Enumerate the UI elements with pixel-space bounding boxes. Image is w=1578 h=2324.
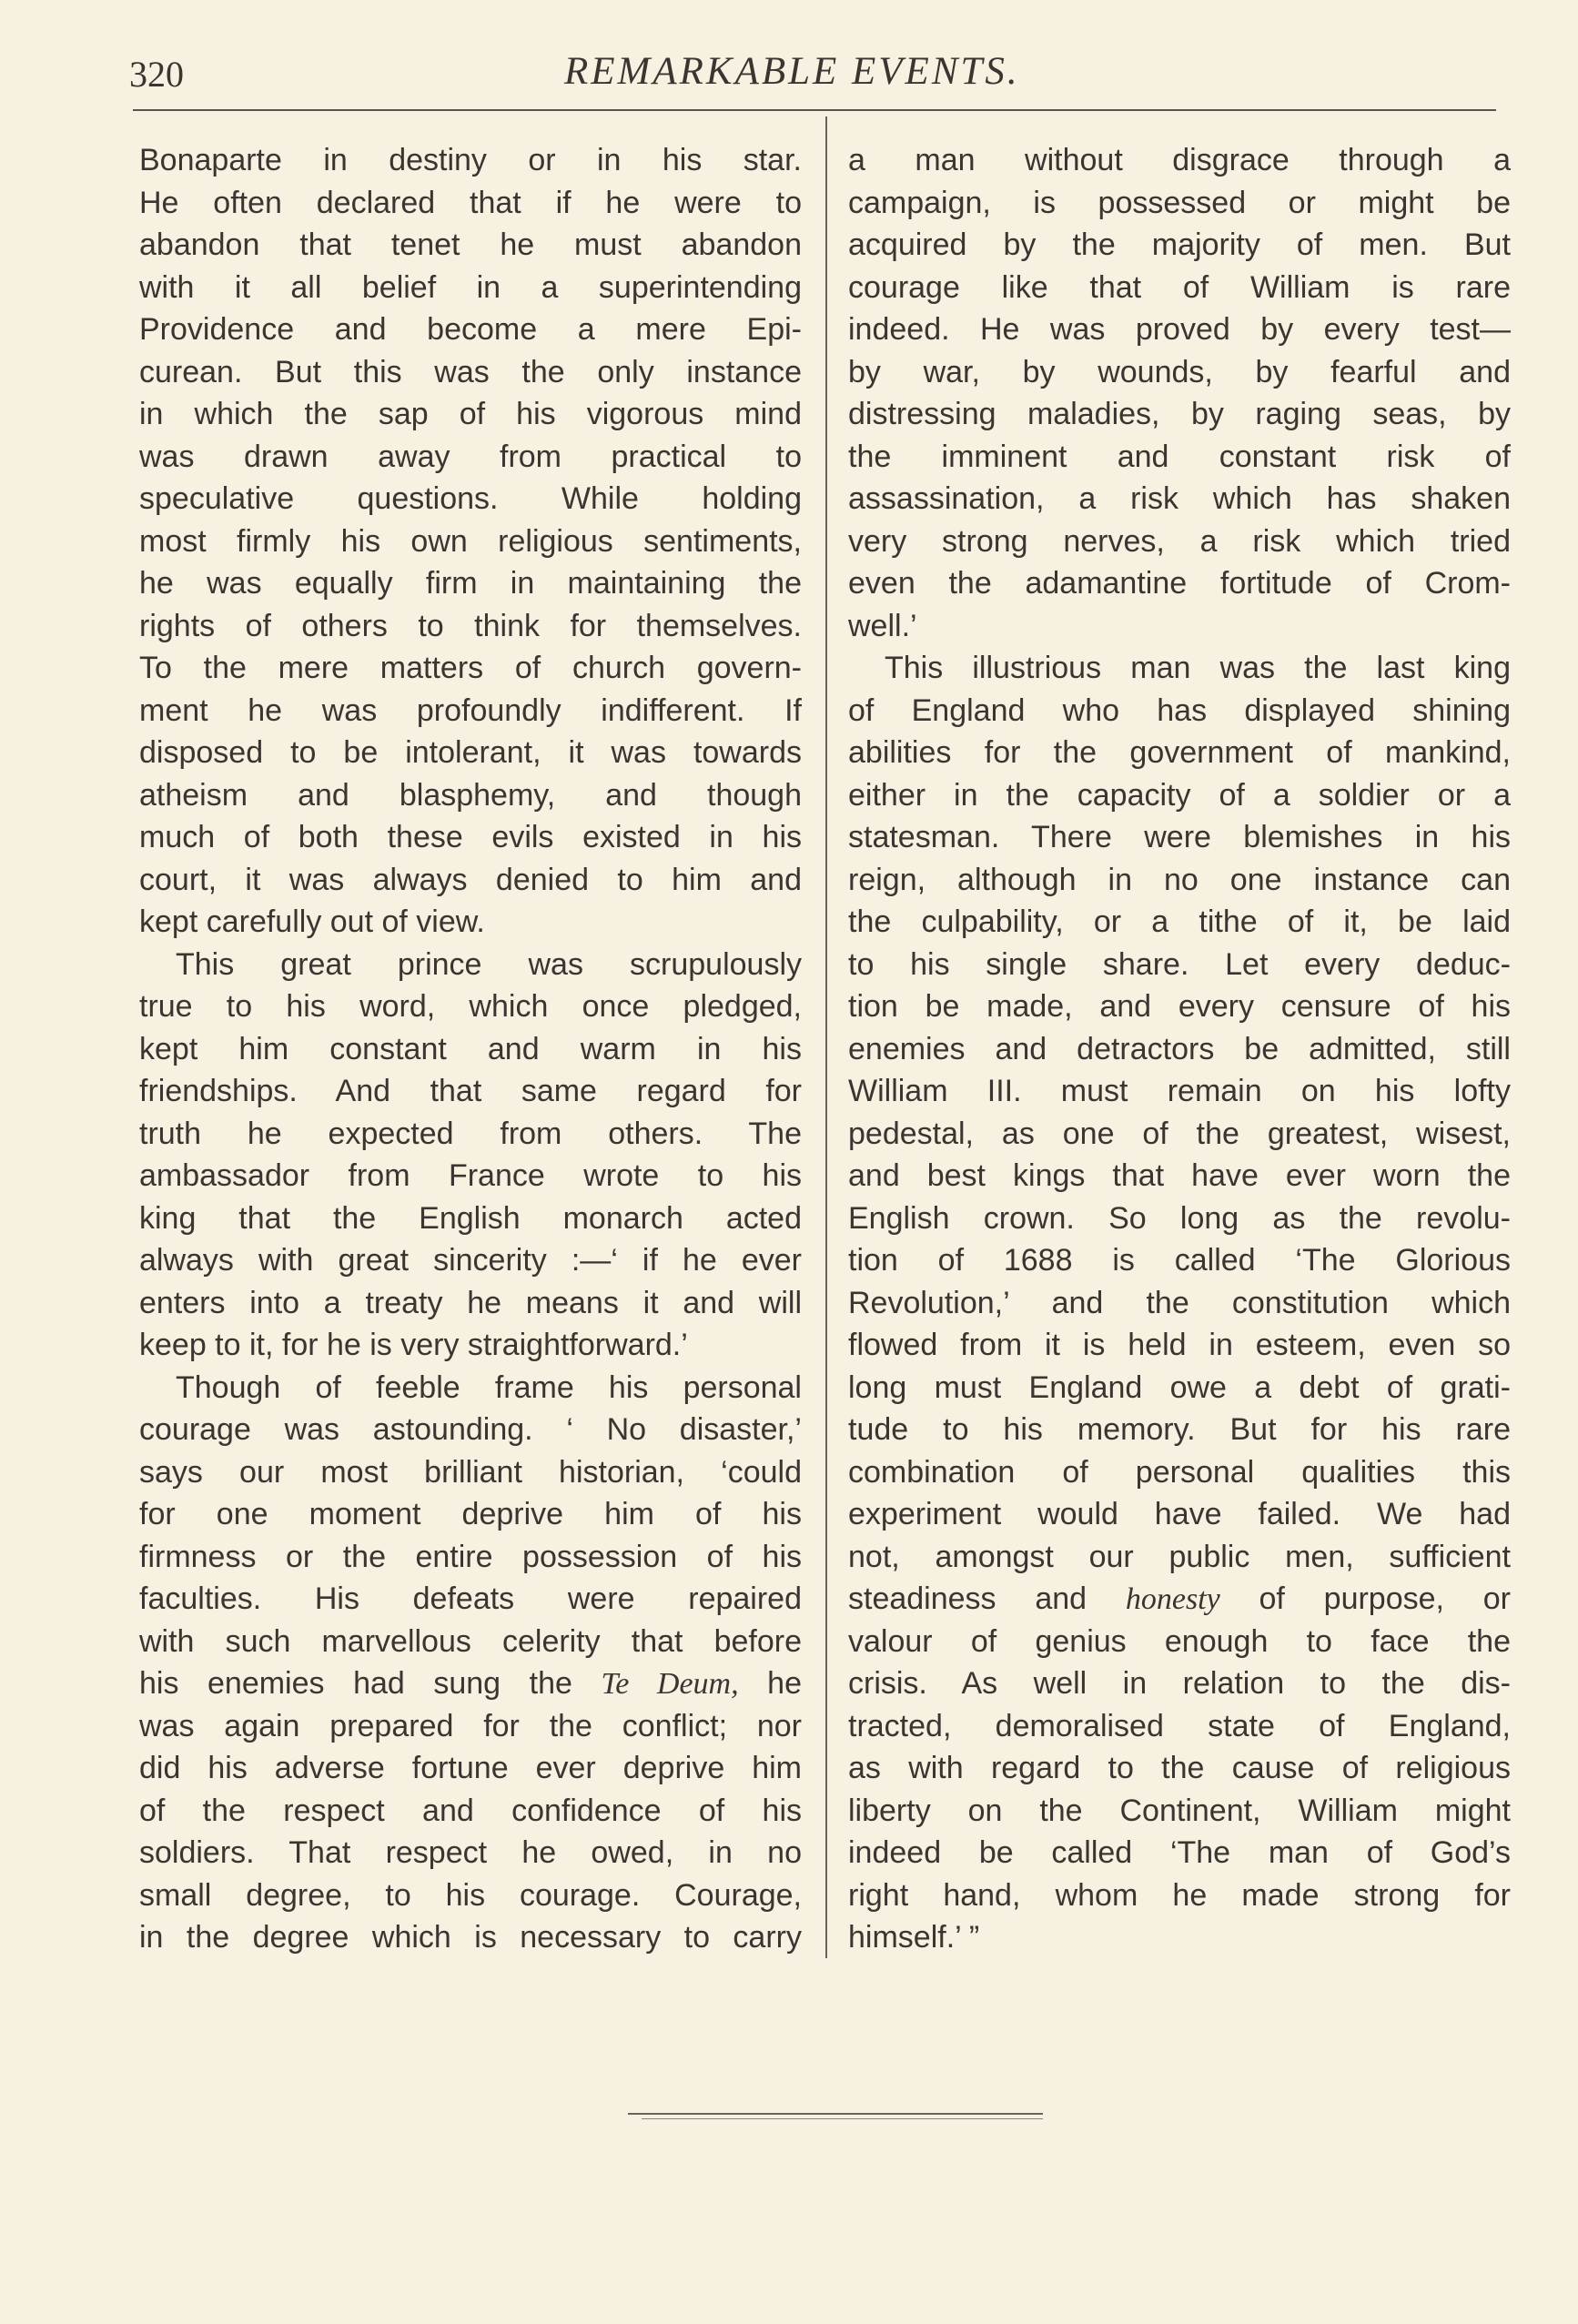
tailpiece-rule [642,2118,1043,2119]
text-line: much of both these evils existed in his [139,820,802,854]
text-line: This great prince was scrupulously [176,946,802,982]
header-rule [133,109,1496,111]
text-line: experiment would have failed. We had [848,1497,1511,1531]
text-line: curean. But this was the only instance [139,354,802,389]
text-line: To the mere matters of church govern- [139,651,802,685]
text-line: flowed from it is held in esteem, even so [848,1328,1511,1362]
column-divider [825,116,827,1958]
text-line: long must England owe a debt of grati- [848,1369,1511,1405]
italic-honesty: honesty [1125,1582,1220,1616]
left-column [139,139,802,1959]
text-line: abilities for the government of mankind, [848,735,1511,770]
text-line: with it all belief in a superintending [139,269,802,305]
text-line: tion of 1688 is called ‘The Glorious [848,1243,1511,1278]
text-line: he was equally firm in maintaining the [139,566,802,601]
text-line: assassination, a risk which has shaken [848,481,1511,516]
text-line: English crown. So long as the revolu- [848,1200,1511,1236]
text-line: in the degree which is necessary to carry [139,1920,802,1955]
text-line: valour of genius enough to face the [848,1623,1511,1659]
text-line: Though of feeble frame his personal [176,1369,802,1405]
text-segment: of purpose, or [1259,1581,1511,1616]
italic-te-deum: Te Deum, [601,1667,739,1701]
text-line: tude to his memory. But for his rare [848,1412,1511,1447]
text-line: Revolution,’ and the constitution which [848,1285,1511,1320]
text-line-te-deum [139,1662,802,1705]
text-line: with such marvellous celerity that before [139,1623,802,1659]
text-line: not, amongst our public men, sufficient [848,1539,1511,1574]
text-line: indeed be called ‘The man of God’s [848,1835,1511,1870]
text-line: disposed to be intolerant, it was towards [139,735,802,770]
text-line: keep to it, for he is very straightforward.’ [139,1328,688,1362]
text-line: for one moment deprive him of his [139,1497,802,1531]
text-line-honesty [848,1578,1511,1621]
text-line: small degree, to his courage. Courage, [139,1877,802,1913]
text-line: Bonaparte in destiny or in his star. [139,143,802,177]
text-line: either in the capacity of a soldier or a [848,777,1511,813]
text-line: combination of personal qualities this [848,1454,1511,1490]
text-line: rights of others to think for themselves. [139,608,802,643]
text-line: speculative questions. While holding [139,481,802,516]
text-line: kept him constant and warm in his [139,1031,802,1066]
text-line: William III. must remain on his lofty [848,1074,1511,1108]
text-line: firmness or the entire possession of his [139,1539,802,1574]
text-line: truth he expected from others. The [139,1116,802,1151]
page-number: 320 [129,54,184,95]
text-line: true to his word, which once pledged, [139,989,802,1024]
text-line: was again prepared for the conflict; nor [139,1708,802,1743]
text-line: ment he was profoundly indifferent. If [139,692,802,728]
text-segment: he [767,1666,802,1701]
text-line: indeed. He was proved by every test— [848,312,1511,347]
text-line: as with regard to the cause of religious [848,1751,1511,1785]
text-line: always with great sincerity :—‘ if he ever [139,1243,802,1278]
text-line: crisis. As well in relation to the dis- [848,1666,1511,1701]
text-line: ambassador from France wrote to his [139,1158,802,1193]
text-line: of England who has displayed shining [848,692,1511,728]
tailpiece-rule [628,2113,1043,2115]
text-line: well.’ [848,608,917,643]
text-line: to his single share. Let every deduc- [848,946,1511,982]
text-line: pedestal, as one of the greatest, wisest, [848,1116,1511,1151]
text-line: courage was astounding. ‘ No disaster,’ [139,1412,802,1447]
text-line: was drawn away from practical to [139,439,802,474]
text-line: most firmly his own religious sentiments, [139,523,802,559]
text-line: campaign, is possessed or might be [848,185,1511,220]
text-line: the imminent and constant risk of [848,439,1511,474]
text-segment: steadiness and [848,1581,1087,1616]
text-segment: his enemies had sung the [139,1666,572,1701]
text-line: distressing maladies, by raging seas, by [848,397,1511,431]
running-title: REMARKABLE EVENTS. [564,50,1020,93]
text-line: by war, by wounds, by fearful and [848,354,1511,389]
text-line: himself.’ ” [848,1920,980,1955]
text-line: says our most brilliant historian, ‘could [139,1454,802,1490]
text-line: tracted, demoralised state of England, [848,1708,1511,1743]
text-line: did his adverse fortune ever deprive him [139,1751,802,1785]
text-line: courage like that of William is rare [848,269,1511,305]
text-line: even the adamantine fortitude of Crom- [848,566,1511,601]
right-column [848,139,1511,1959]
text-line: faculties. His defeats were repaired [139,1581,802,1616]
text-line: court, it was always denied to him and [139,862,802,897]
text-line: kept carefully out of view. [139,904,485,939]
text-line: liberty on the Continent, William might [848,1793,1511,1828]
text-line: enters into a treaty he means it and will [139,1285,802,1320]
text-line: right hand, whom he made strong for [848,1877,1511,1913]
text-line: reign, although in no one instance can [848,862,1511,897]
text-line: statesman. There were blemishes in his [848,820,1511,854]
text-line: Providence and become a mere Epi- [139,312,802,347]
text-line: a man without disgrace through a [848,143,1511,177]
text-line: soldiers. That respect he owed, in no [139,1835,802,1870]
text-line: in which the sap of his vigorous mind [139,397,802,431]
text-line: This illustrious man was the last king [885,651,1511,685]
text-line: king that the English monarch acted [139,1200,802,1236]
text-line: and best kings that have ever worn the [848,1158,1511,1193]
text-line: acquired by the majority of men. But [848,227,1511,262]
text-line: tion be made, and every censure of his [848,989,1511,1024]
text-line: the culpability, or a tithe of it, be laid [848,904,1511,939]
text-line: enemies and detractors be admitted, still [848,1031,1511,1066]
text-line: friendships. And that same regard for [139,1074,802,1108]
text-line: abandon that tenet he must abandon [139,227,802,262]
text-line: He often declared that if he were to [139,185,802,220]
text-line: atheism and blasphemy, and though [139,777,802,813]
text-line: of the respect and confidence of his [139,1793,802,1828]
text-line: very strong nerves, a risk which tried [848,523,1511,559]
